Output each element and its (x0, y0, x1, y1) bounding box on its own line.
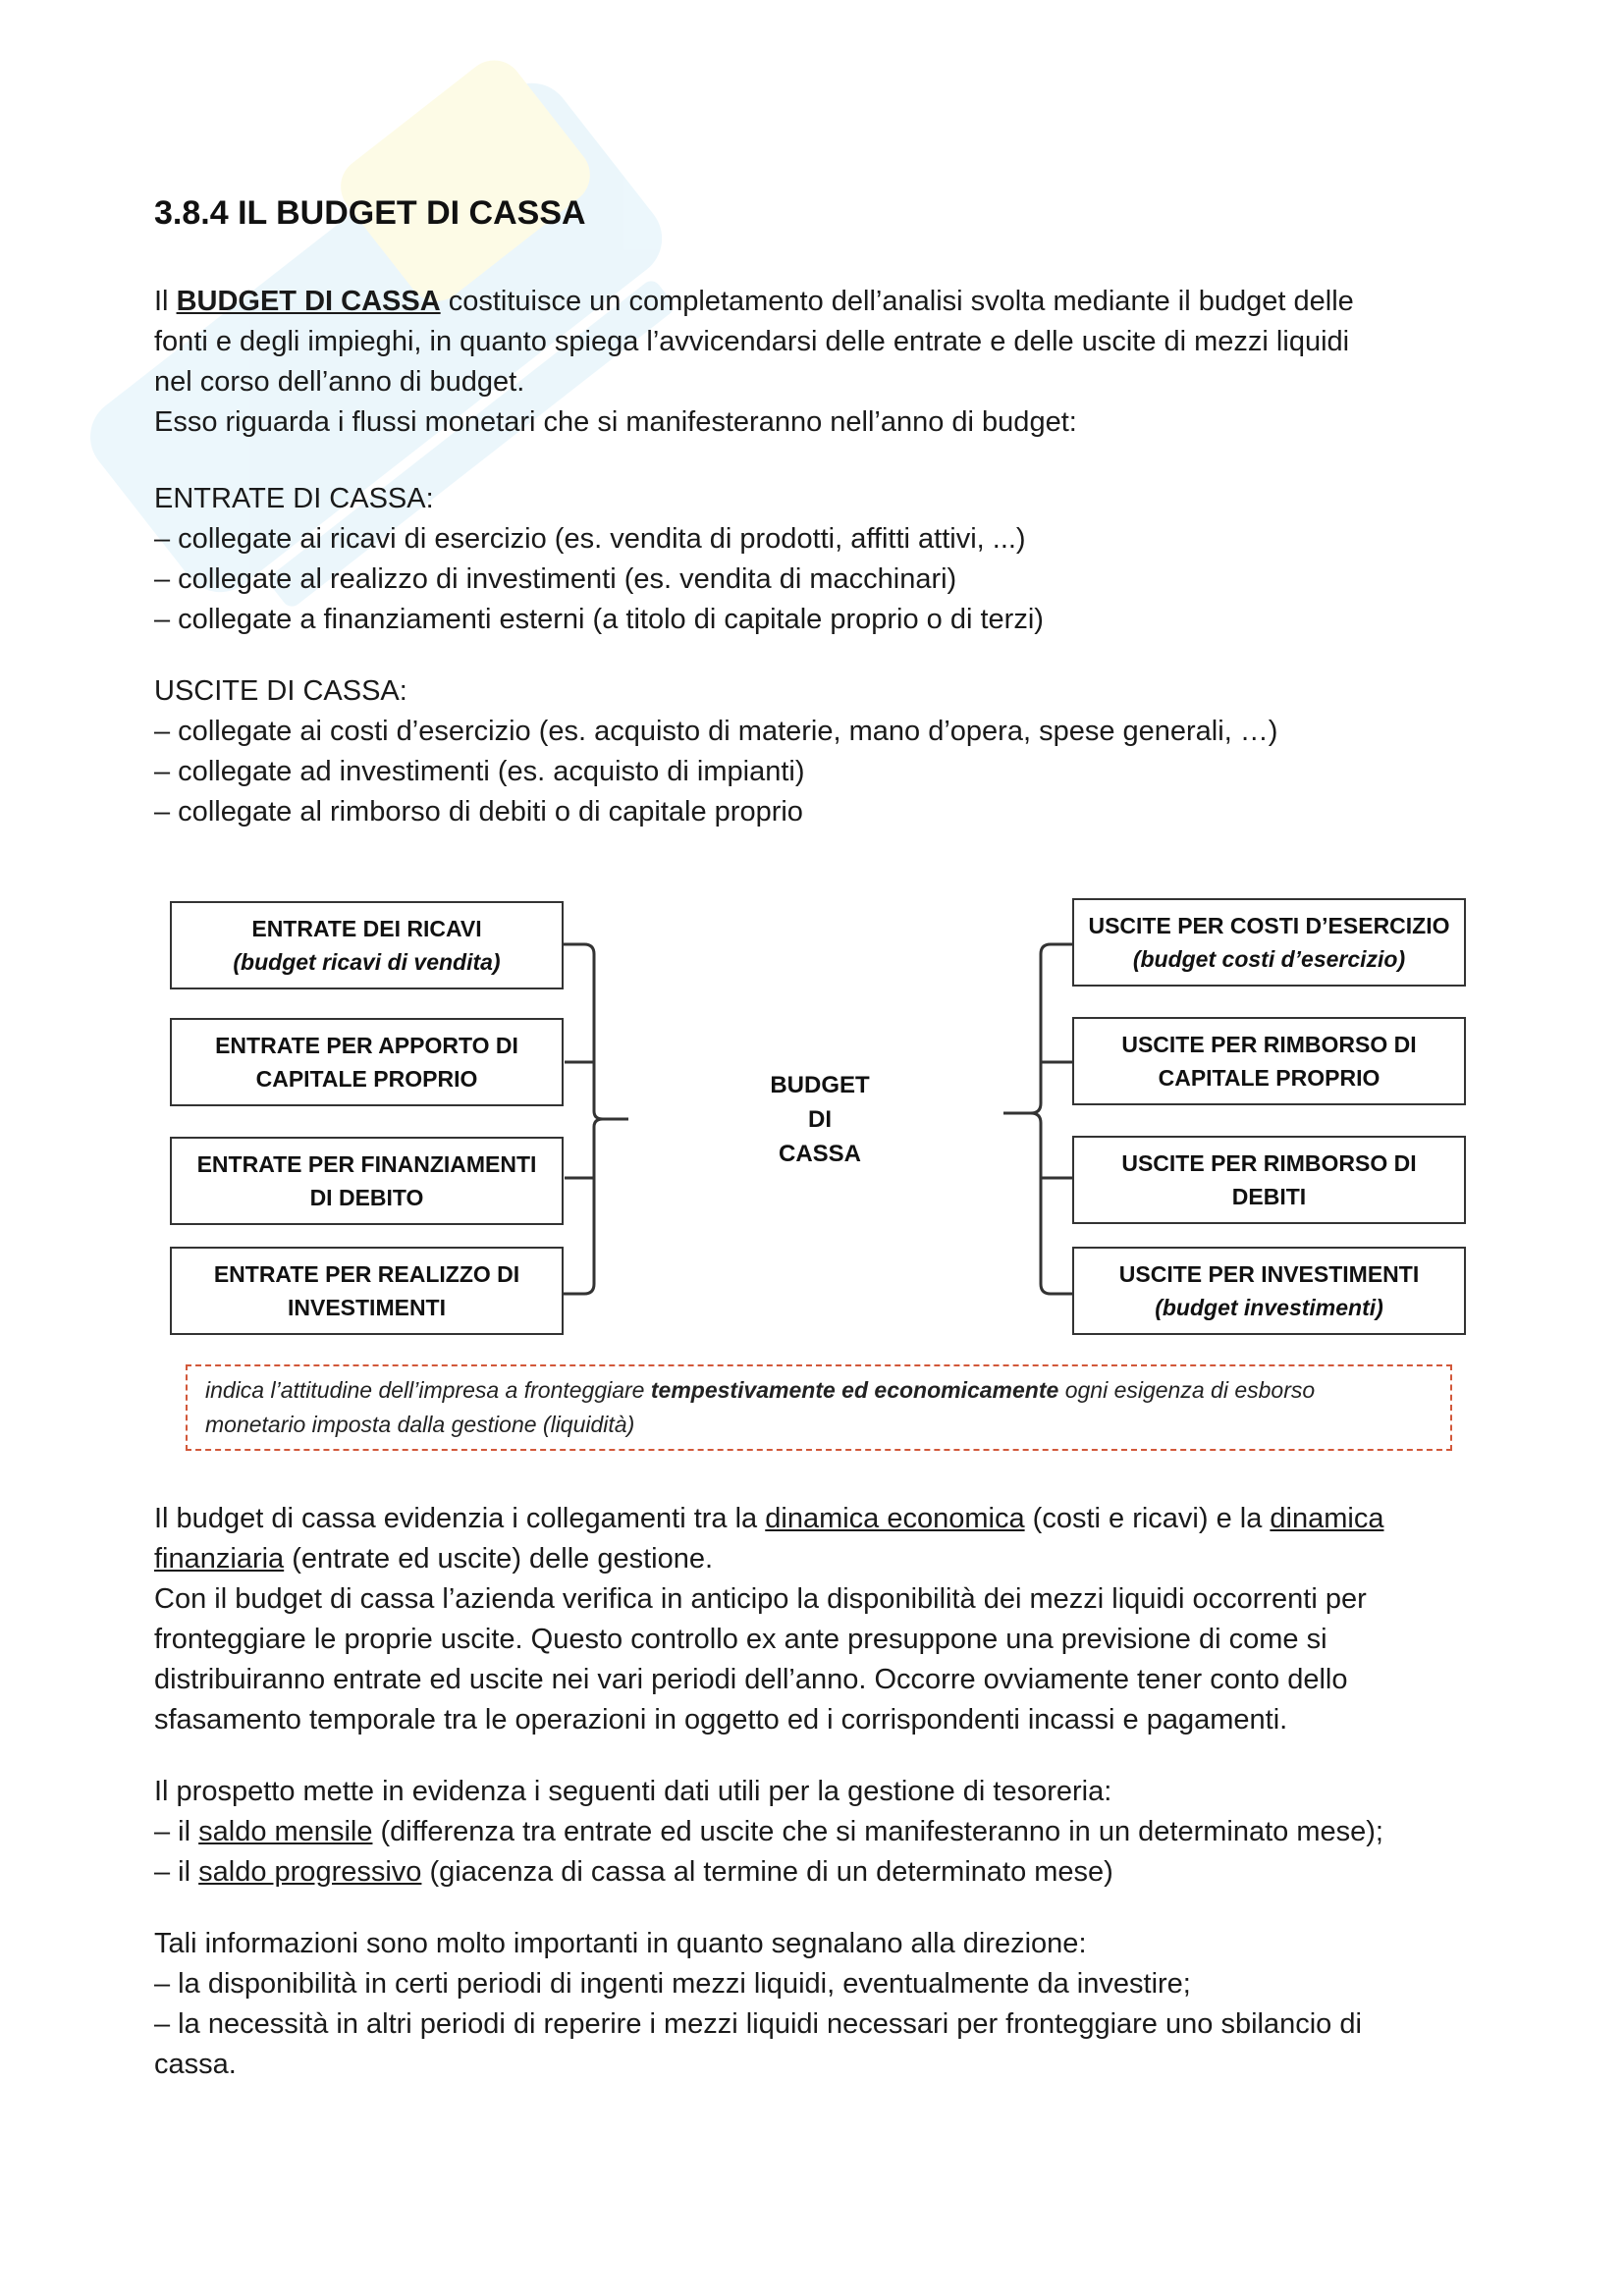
intro-line: Esso riguarda i flussi monetari che si manifesteranno nell’anno di budget: (154, 406, 1077, 438)
box-subtitle: DEBITI (1231, 1184, 1307, 1209)
entrate-debito-box (170, 1137, 564, 1225)
paragraph-text: Il budget di cassa evidenzia i collegamenti tra la (154, 1503, 766, 1534)
paragraph-line: distribuiranno entrate ed uscite nei vari periodi dell’anno. Occorre ovviamente tener conto dello (154, 1664, 1348, 1695)
list-item: – collegate al realizzo di investimenti (es. vendita di macchinari) (154, 563, 957, 595)
note-line: monetario imposta dalla gestione (liquidità) (205, 1412, 635, 1437)
paragraph-text: – il (154, 1856, 199, 1888)
right-brace (1003, 944, 1073, 1294)
box-title: ENTRATE DEI RICAVI (251, 916, 482, 941)
paragraph-line: Con il budget di cassa l’azienda verifica in anticipo la disponibilità dei mezzi liquidi occorrenti per (154, 1583, 1367, 1615)
paragraph-text: – il (154, 1816, 199, 1847)
intro-line: nel corso dell’anno di budget. (154, 366, 525, 398)
center-word: BUDGET (770, 1072, 870, 1098)
intro-line: fonti e degli impieghi, in quanto spiega l’avvicendarsi delle entrate e delle uscite di mezzi liquidi (154, 326, 1350, 357)
box-title: ENTRATE PER APPORTO DI (215, 1033, 518, 1058)
uscite-capitale-box (1072, 1017, 1466, 1105)
box-title: USCITE PER COSTI D’ESERCIZIO (1088, 913, 1450, 938)
box-subtitle: (budget costi d’esercizio) (1132, 946, 1406, 972)
info-paragraph (154, 1924, 1499, 2085)
saldo-mensile-term: saldo mensile (198, 1816, 373, 1847)
note-text: ogni esigenza di esborso (1058, 1377, 1316, 1403)
section-title: 3.8.4 IL BUDGET DI CASSA (154, 194, 586, 232)
uscite-heading: USCITE DI CASSA: (154, 675, 407, 707)
paragraph-text: (differenza tra entrate ed uscite che si manifesteranno in un determinato mese); (372, 1816, 1383, 1847)
paragraph-line: sfasamento temporale tra le operazioni in oggetto ed i corrispondenti incassi e pagamenti. (154, 1704, 1288, 1735)
uscite-investimenti-box (1072, 1247, 1466, 1335)
box-subtitle: CAPITALE PROPRIO (255, 1066, 478, 1092)
entrate-ricavi-box (170, 901, 564, 989)
list-item: – collegate ai ricavi di esercizio (es. vendita di prodotti, affitti attivi, ...) (154, 523, 1026, 555)
dinamica-paragraph (154, 1499, 1499, 1740)
box-subtitle: CAPITALE PROPRIO (1158, 1065, 1380, 1091)
entrate-heading: ENTRATE DI CASSA: (154, 483, 434, 514)
left-brace (563, 944, 628, 1294)
box-title: USCITE PER RIMBORSO DI (1121, 1032, 1417, 1057)
budget-di-cassa-label (761, 1068, 879, 1171)
paragraph-line: Tali informazioni sono molto importanti in quanto segnalano alla direzione: (154, 1928, 1087, 1959)
uscite-list (154, 671, 1499, 832)
paragraph-line: – la disponibilità in certi periodi di ingenti mezzi liquidi, eventualmente da investire; (154, 1968, 1191, 2000)
dinamica-term: dinamica (1270, 1503, 1384, 1534)
box-title: ENTRATE PER FINANZIAMENTI (196, 1151, 537, 1177)
box-title: ENTRATE PER REALIZZO DI (213, 1261, 520, 1287)
liquidity-note (186, 1364, 1452, 1451)
box-subtitle: INVESTIMENTI (287, 1295, 446, 1320)
box-subtitle: (budget ricavi di vendita) (233, 949, 501, 975)
list-item: – collegate ai costi d’esercizio (es. acquisto di materie, mano d’opera, spese generali, …) (154, 716, 1278, 747)
uscite-costi-box (1072, 898, 1466, 987)
paragraph-line: Il prospetto mette in evidenza i seguenti dati utili per la gestione di tesoreria: (154, 1776, 1112, 1807)
entrate-capitale-box (170, 1018, 564, 1106)
center-word: DI (808, 1106, 832, 1133)
uscite-debiti-box (1072, 1136, 1466, 1224)
paragraph-text: (giacenza di cassa al termine di un determinato mese) (421, 1856, 1113, 1888)
list-item: – collegate a finanziamenti esterni (a titolo di capitale proprio o di terzi) (154, 604, 1044, 635)
box-title: USCITE PER INVESTIMENTI (1118, 1261, 1420, 1287)
paragraph-line: fronteggiare le proprie uscite. Questo controllo ex ante presuppone una previsione di come si (154, 1624, 1327, 1655)
box-subtitle: (budget investimenti) (1155, 1295, 1383, 1320)
intro-paragraph (154, 282, 1499, 443)
finanziaria-term: finanziaria (154, 1543, 285, 1575)
note-emphasis: tempestivamente ed economicamente (650, 1377, 1059, 1403)
paragraph-text: (entrate ed uscite) delle gestione. (284, 1543, 714, 1575)
entrate-list (154, 479, 1499, 640)
box-title: USCITE PER RIMBORSO DI (1121, 1150, 1417, 1176)
entrate-investimenti-box (170, 1247, 564, 1335)
dinamica-economica-term: dinamica economica (765, 1503, 1025, 1534)
note-text: indica l’attitudine dell’impresa a fronteggiare (205, 1377, 651, 1403)
list-item: – collegate ad investimenti (es. acquisto di impianti) (154, 756, 805, 787)
box-subtitle: DI DEBITO (309, 1185, 424, 1210)
paragraph-line: cassa. (154, 2049, 237, 2080)
list-item: – collegate al rimborso di debiti o di capitale proprio (154, 796, 803, 828)
center-word: CASSA (778, 1141, 861, 1167)
budget-di-cassa-term: BUDGET DI CASSA (176, 286, 441, 317)
intro-text: Il (154, 286, 177, 317)
saldo-progressivo-term: saldo progressivo (198, 1856, 422, 1888)
prospetto-paragraph (154, 1772, 1499, 1893)
intro-text: costituisce un completamento dell’analisi svolta mediante il budget delle (440, 286, 1354, 317)
paragraph-text: (costi e ricavi) e la (1024, 1503, 1271, 1534)
paragraph-line: – la necessità in altri periodi di reperire i mezzi liquidi necessari per fronteggiare uno sbilancio di (154, 2008, 1362, 2040)
